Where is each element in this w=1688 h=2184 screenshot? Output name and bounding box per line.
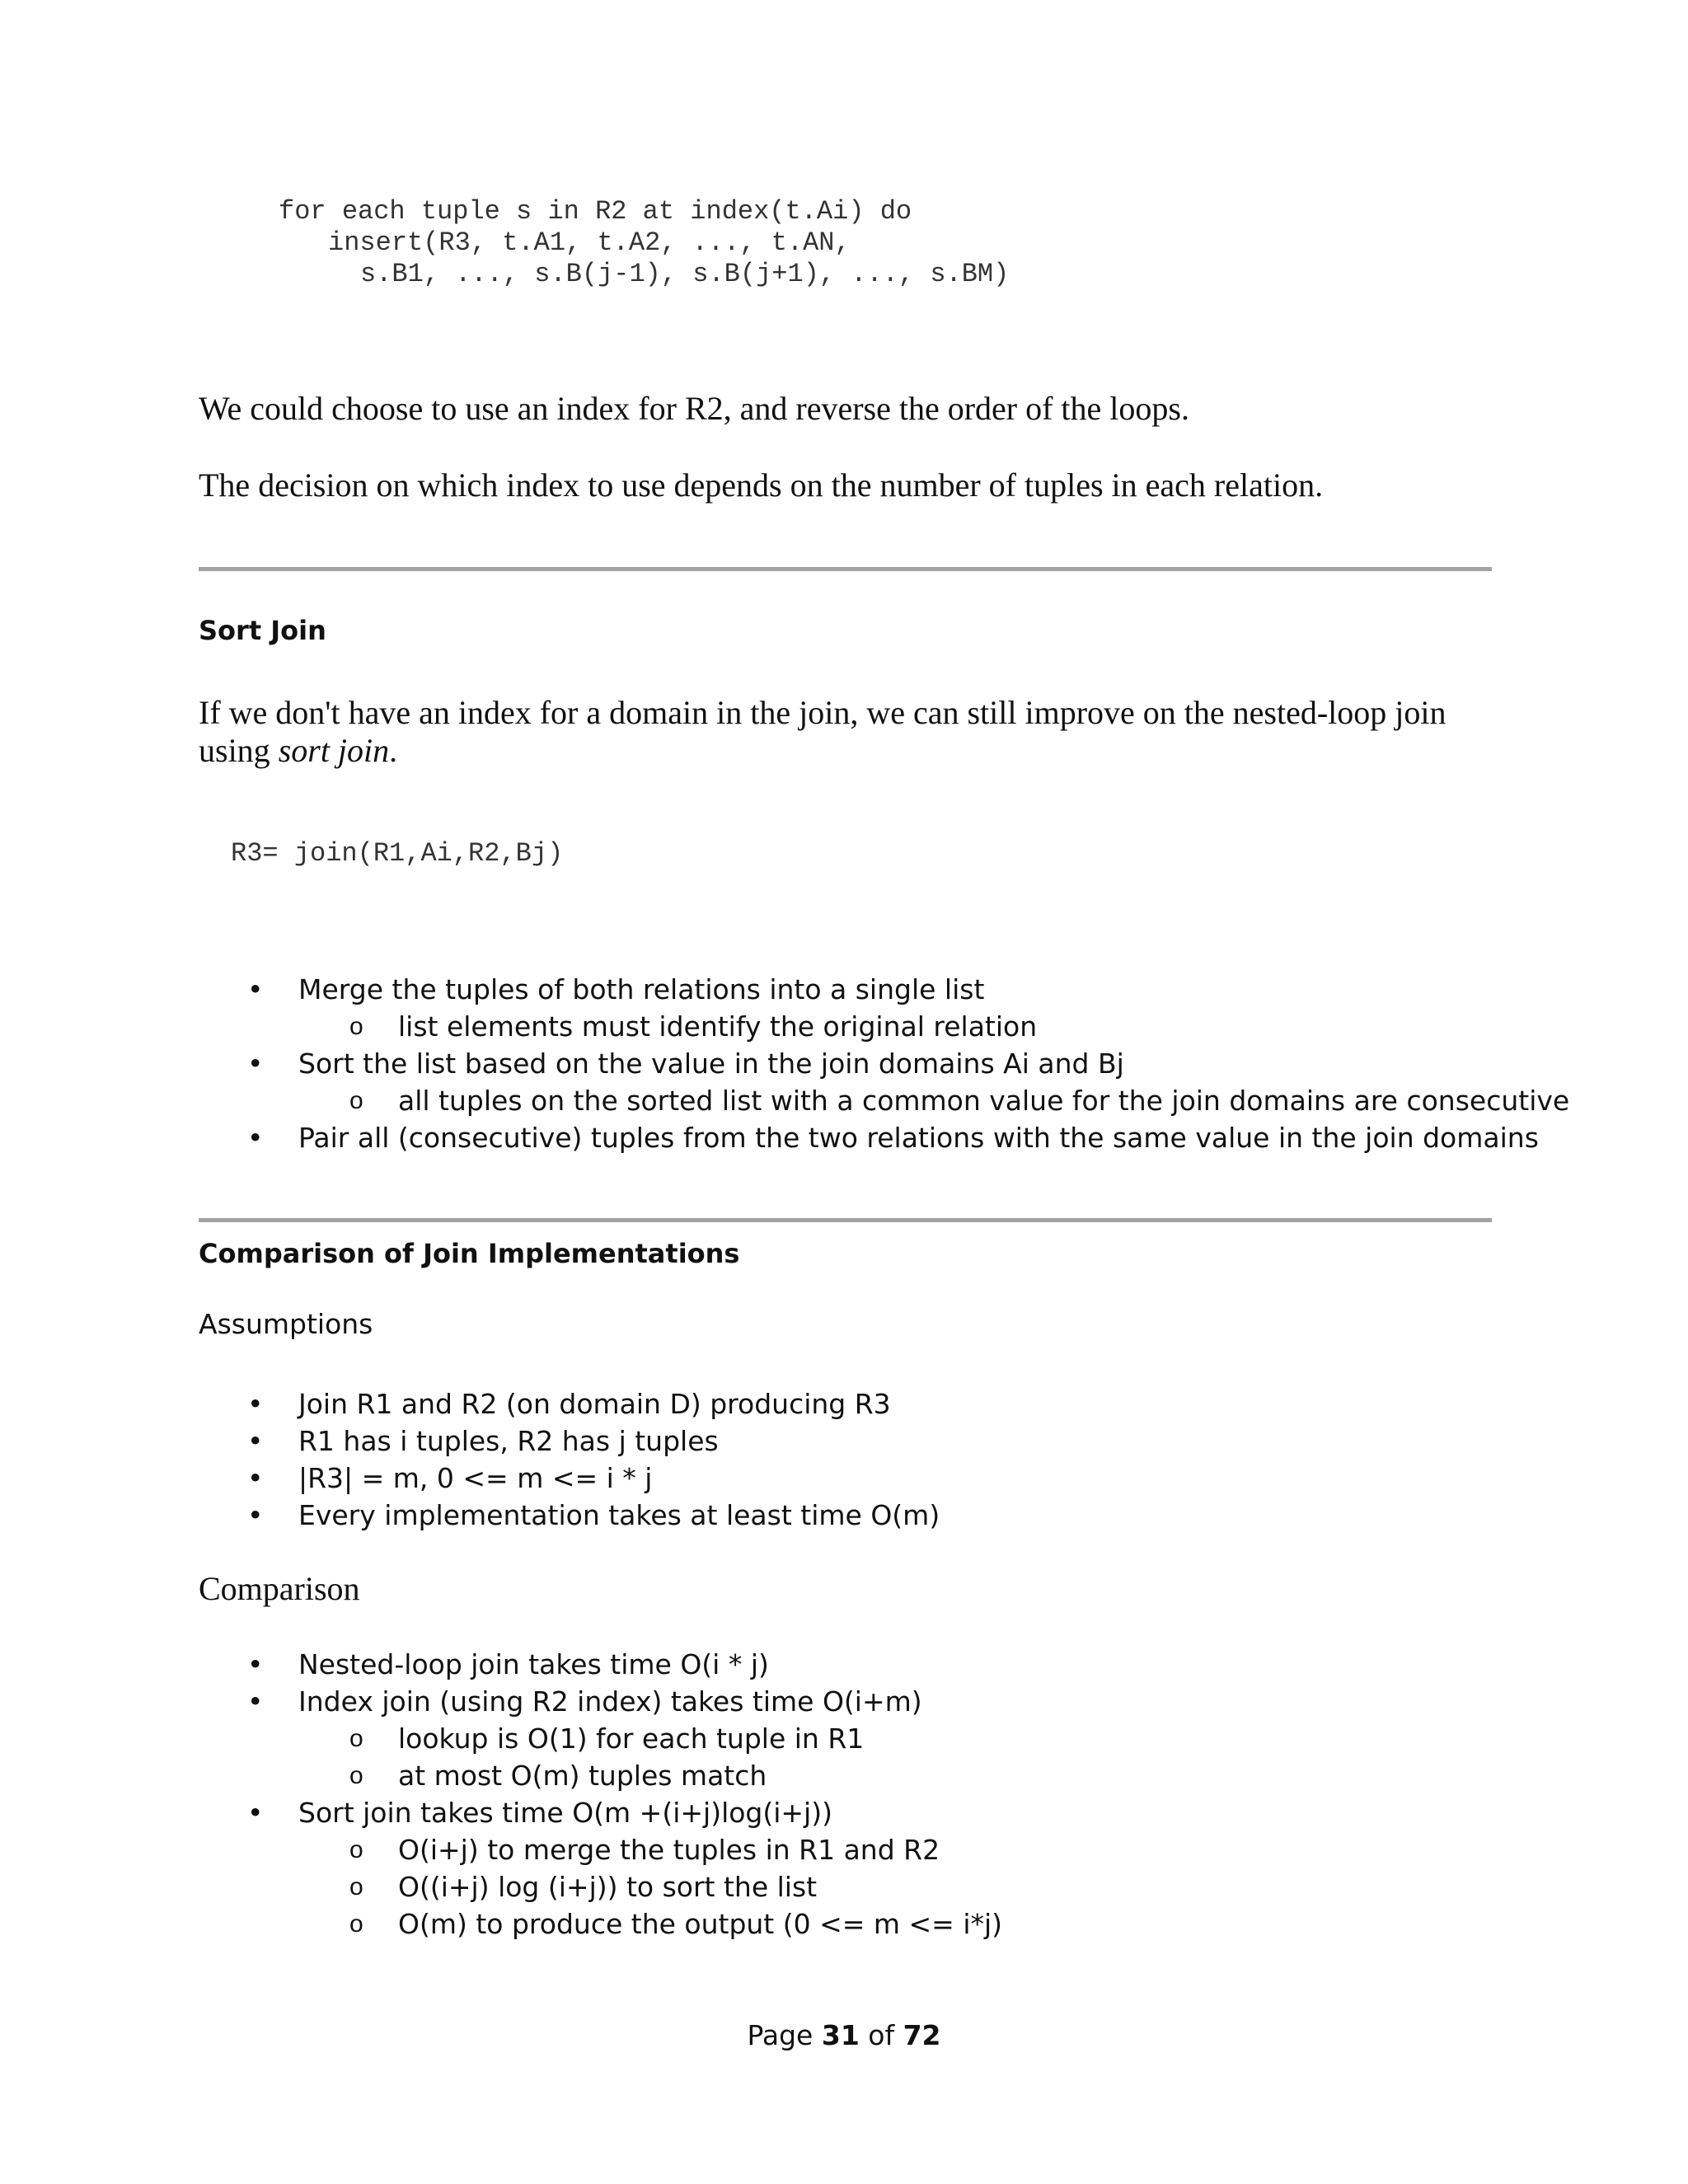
code-line-for-each: for each tuple s in R2 at index(t.Ai) do <box>279 196 912 227</box>
list-item: o O(i+j) to merge the tuples in R1 and R2 <box>0 1831 1002 1868</box>
list-item: o all tuples on the sorted list with a common value for the join domains are consecutive <box>0 1082 1569 1119</box>
list-item: • Nested-loop join takes time O(i * j) <box>0 1646 1002 1683</box>
list-item: • Sort join takes time O(m +(i+j)log(i+j)) <box>0 1794 1002 1831</box>
code-line-fields: s.B1, ..., s.B(j-1), s.B(j+1), ..., s.BM) <box>360 259 1010 289</box>
section-heading-comparison: Comparison of Join Implementations <box>199 1238 740 1269</box>
list-item: • R1 has i tuples, R2 has j tuples <box>0 1422 940 1460</box>
comparison-label: Comparison <box>199 1570 360 1607</box>
intro-emphasis-sort-join: sort join <box>278 732 390 769</box>
footer-total-pages: 72 <box>903 2019 941 2051</box>
intro-text-using: using <box>199 732 279 769</box>
comparison-list <box>0 1646 1002 1943</box>
code-line-insert: insert(R3, t.A1, t.A2, ..., t.AN, <box>328 227 851 258</box>
list-item: • Pair all (consecutive) tuples from the two relations with the same value in the join domains <box>0 1119 1569 1156</box>
list-item: • Every implementation takes at least time O(m) <box>0 1497 940 1534</box>
list-item: • |R3| = m, 0 <= m <= i * j <box>0 1460 940 1497</box>
list-item: o O((i+j) log (i+j)) to sort the list <box>0 1868 1002 1905</box>
footer-prefix: Page <box>747 2019 822 2051</box>
assumptions-list <box>0 1385 940 1534</box>
list-item: • Sort the list based on the value in the join domains Ai and Bj <box>0 1045 1569 1082</box>
intro-text-line1: If we don't have an index for a domain in the join, we can still improve on the nested-loop join <box>199 694 1447 731</box>
list-item: o lookup is O(1) for each tuple in R1 <box>0 1720 1002 1757</box>
paragraph-sort-join-intro <box>199 694 1517 770</box>
list-item: • Join R1 and R2 (on domain D) producing R3 <box>0 1385 940 1422</box>
section-heading-sort-join: Sort Join <box>199 615 326 646</box>
list-item: • Index join (using R2 index) takes time O(i+m) <box>0 1683 1002 1720</box>
page-footer <box>0 2018 1688 2054</box>
paragraph-index-decision: The decision on which index to use depends on the number of tuples in each relation. <box>199 466 1324 504</box>
sort-join-steps-list <box>0 971 1569 1156</box>
horizontal-divider <box>199 567 1492 571</box>
list-item: o list elements must identify the original relation <box>0 1008 1569 1045</box>
footer-middle: of <box>859 2019 903 2051</box>
horizontal-divider <box>199 1218 1492 1222</box>
code-join-expression: R3= join(R1,Ai,R2,Bj) <box>231 838 564 869</box>
paragraph-reverse-loops: We could choose to use an index for R2, and reverse the order of the loops. <box>199 390 1189 427</box>
list-item: • Merge the tuples of both relations into a single list <box>0 971 1569 1008</box>
footer-current-page: 31 <box>821 2019 860 2051</box>
list-item: o at most O(m) tuples match <box>0 1757 1002 1794</box>
list-item: o O(m) to produce the output (0 <= m <= i*j) <box>0 1905 1002 1943</box>
intro-text-period: . <box>389 732 398 769</box>
assumptions-label: Assumptions <box>199 1308 373 1340</box>
